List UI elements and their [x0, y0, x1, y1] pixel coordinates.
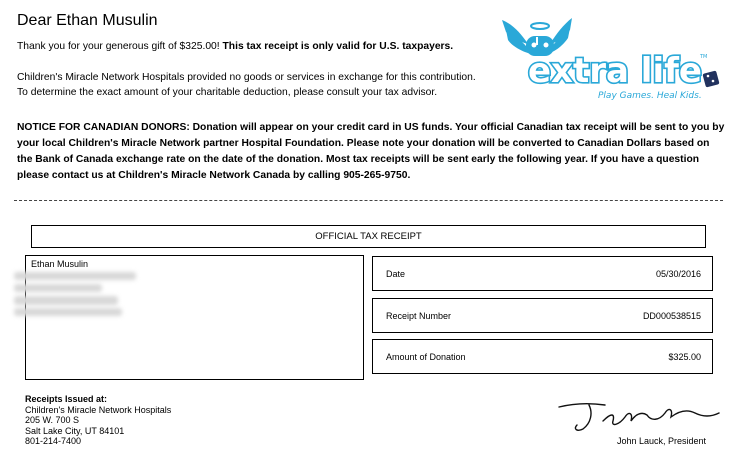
- issuer-street: 205 W. 700 S: [25, 415, 80, 425]
- dice-icon: [702, 70, 719, 87]
- issuer-heading: Receipts Issued at:: [25, 394, 108, 404]
- no-goods-statement: [17, 70, 476, 100]
- receipt-date-box: [372, 256, 713, 291]
- donation-amount-label: Amount of Donation: [386, 352, 466, 362]
- receipt-number-value: DD000538515: [642, 311, 701, 321]
- redacted-address-line: [14, 284, 102, 292]
- donor-name: Ethan Musulin: [31, 259, 89, 269]
- logo-wordmark: extra life: [528, 51, 702, 91]
- greeting: Dear Ethan Musulin: [17, 12, 158, 29]
- redacted-address-line: [14, 296, 118, 305]
- receipt-number-box: [372, 298, 713, 333]
- extra-life-logo: [498, 14, 726, 106]
- canadian-donor-notice: NOTICE FOR CANADIAN DONORS: Donation will appear on your credit card in US funds. Your official Canadian tax receipt will be sent to you by your local Children's Miracle Network partner Hospital Foundation. Please note your donation will be converted to Canadian Dollars based on the Bank of Canada exchange rate on the date of the donation. Most tax receipts will be sent early the following year. If you have a question please contact us at Children's Miracle Network Canada by calling 905-265-9750.: [17, 122, 725, 181]
- no-goods-line-1: Children's Miracle Network Hospitals provided no goods or services in exchange for this contribution.: [17, 72, 476, 83]
- donor-address-box: [25, 255, 364, 380]
- issuer-org: Children's Miracle Network Hospitals: [25, 404, 172, 415]
- issuer-address: [25, 394, 171, 447]
- receipt-date-value: 05/30/2016: [655, 269, 701, 279]
- redacted-address-line: [14, 308, 122, 316]
- receipt-date-label: Date: [386, 269, 406, 279]
- thank-you-line: [17, 39, 453, 54]
- signatory-name: John Lauck, President: [617, 436, 707, 446]
- signature: [555, 399, 725, 435]
- dashed-separator: [14, 200, 723, 201]
- donation-amount-box: [372, 339, 713, 374]
- logo-trademark: TM: [700, 54, 708, 60]
- no-goods-line-2: To determine the exact amount of your charitable deduction, please consult your tax advisor.: [17, 87, 438, 98]
- receipt-number-label: Receipt Number: [386, 311, 452, 321]
- redacted-address-line: [14, 272, 136, 280]
- donation-amount-value: $325.00: [668, 352, 701, 362]
- issuer-phone: 801-214-7400: [25, 436, 82, 446]
- receipt-title: OFFICIAL TAX RECEIPT: [31, 225, 706, 248]
- thank-you-text: Thank you for your generous gift of $325.00!: [17, 41, 220, 52]
- issuer-city: Salt Lake City, UT 84101: [25, 425, 125, 436]
- us-only-note: This tax receipt is only valid for U.S. taxpayers.: [222, 41, 454, 52]
- logo-tagline: Play Games. Heal Kids.: [598, 91, 702, 101]
